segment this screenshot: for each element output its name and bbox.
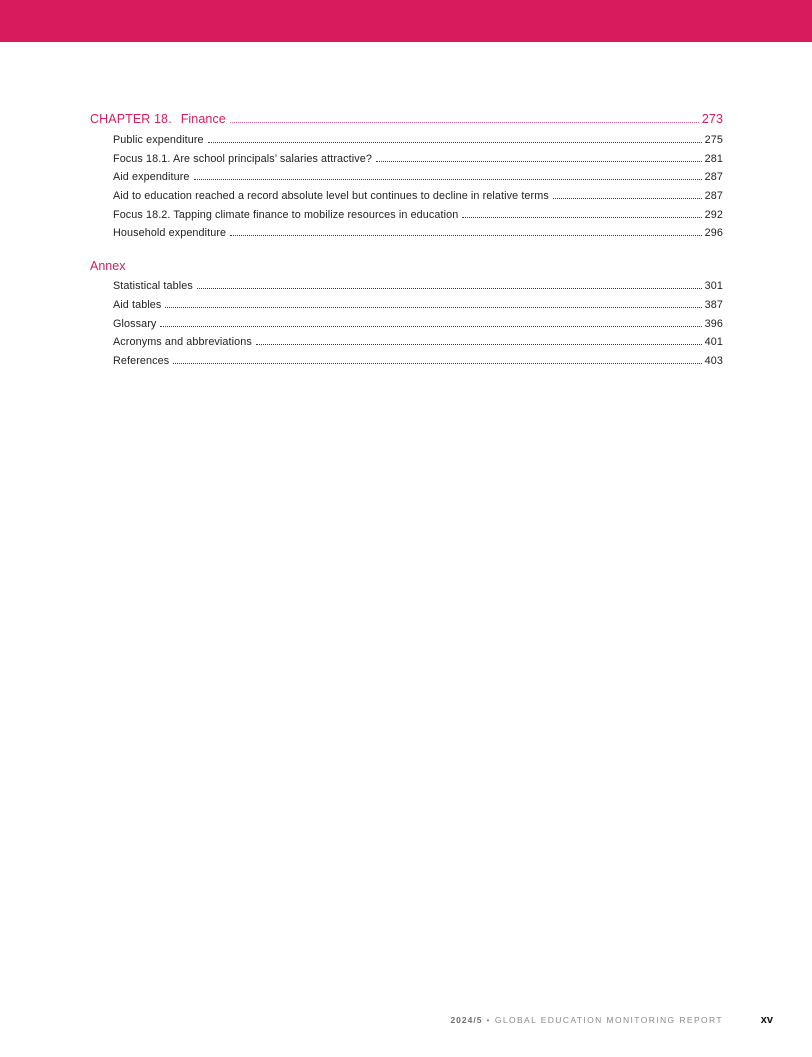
toc-entry-page: 401 xyxy=(704,336,723,349)
dot-leader xyxy=(553,198,702,199)
toc-entry[interactable] xyxy=(113,187,723,206)
annex-heading: Annex xyxy=(90,259,126,274)
chapter-entries xyxy=(90,131,723,243)
toc-entry[interactable] xyxy=(113,206,723,225)
toc-entry-title: Focus 18.1. Are school principals’ salaries attractive? xyxy=(113,152,372,165)
toc-entry[interactable] xyxy=(113,277,723,296)
toc-entry-page: 281 xyxy=(704,152,723,165)
toc-entry-page: 396 xyxy=(704,317,723,330)
dot-leader xyxy=(376,161,702,162)
toc-entry-title: References xyxy=(113,354,170,367)
annex-entries xyxy=(90,277,723,370)
toc-entry-page: 387 xyxy=(704,298,723,311)
toc-entry-page: 296 xyxy=(704,227,723,240)
toc-entry-title: Aid expenditure xyxy=(113,171,190,184)
footer-separator: • xyxy=(486,1015,491,1025)
toc-entry[interactable] xyxy=(113,168,723,187)
toc-entry-title: Aid to education reached a record absolute level but continues to decline in relative terms xyxy=(113,190,549,203)
toc-entry[interactable] xyxy=(113,224,723,243)
table-of-contents xyxy=(90,108,723,371)
toc-entry-title: Acronyms and abbreviations xyxy=(113,336,252,349)
chapter-page-number: 273 xyxy=(701,112,723,126)
toc-entry-page: 403 xyxy=(704,354,723,367)
toc-entry-title: Public expenditure xyxy=(113,134,204,146)
dot-leader xyxy=(165,307,701,308)
toc-entry-title: Aid tables xyxy=(113,298,162,311)
toc-entry[interactable] xyxy=(113,352,723,371)
chapter-label: CHAPTER 18. xyxy=(90,112,172,126)
footer-report-name: GLOBAL EDUCATION MONITORING REPORT xyxy=(494,1015,723,1025)
dot-leader xyxy=(230,235,702,236)
toc-entry[interactable] xyxy=(113,131,723,150)
toc-entry-page: 292 xyxy=(704,208,723,221)
dot-leader xyxy=(208,142,702,143)
footer-edition: 2024/5 xyxy=(450,1015,483,1025)
toc-entry-page: 301 xyxy=(704,280,723,293)
dot-leader xyxy=(462,217,701,218)
dot-leader xyxy=(256,344,702,345)
toc-entry-title: Household expenditure xyxy=(113,227,227,240)
dot-leader xyxy=(160,326,701,327)
toc-entry-title: Focus 18.2. Tapping climate finance to mobilize resources in education xyxy=(113,208,459,221)
toc-entry-page: 287 xyxy=(704,171,723,184)
top-banner-bar xyxy=(0,0,812,42)
page-number: xv xyxy=(760,1014,773,1026)
toc-entry-page: 287 xyxy=(704,190,723,203)
dot-leader xyxy=(173,363,701,364)
toc-entry[interactable] xyxy=(113,296,723,315)
dot-leader xyxy=(194,179,702,180)
chapter-title: Finance xyxy=(180,112,226,126)
toc-entry-title: Statistical tables xyxy=(113,280,193,293)
toc-entry-page: 275 xyxy=(704,134,723,146)
toc-entry[interactable] xyxy=(113,333,723,352)
toc-chapter-row[interactable] xyxy=(90,108,723,131)
toc-entry[interactable] xyxy=(113,150,723,169)
dot-leader xyxy=(230,122,699,123)
dot-leader xyxy=(197,288,702,289)
page-footer xyxy=(450,1013,723,1027)
toc-entry[interactable] xyxy=(113,315,723,334)
toc-entry-title: Glossary xyxy=(113,317,157,330)
